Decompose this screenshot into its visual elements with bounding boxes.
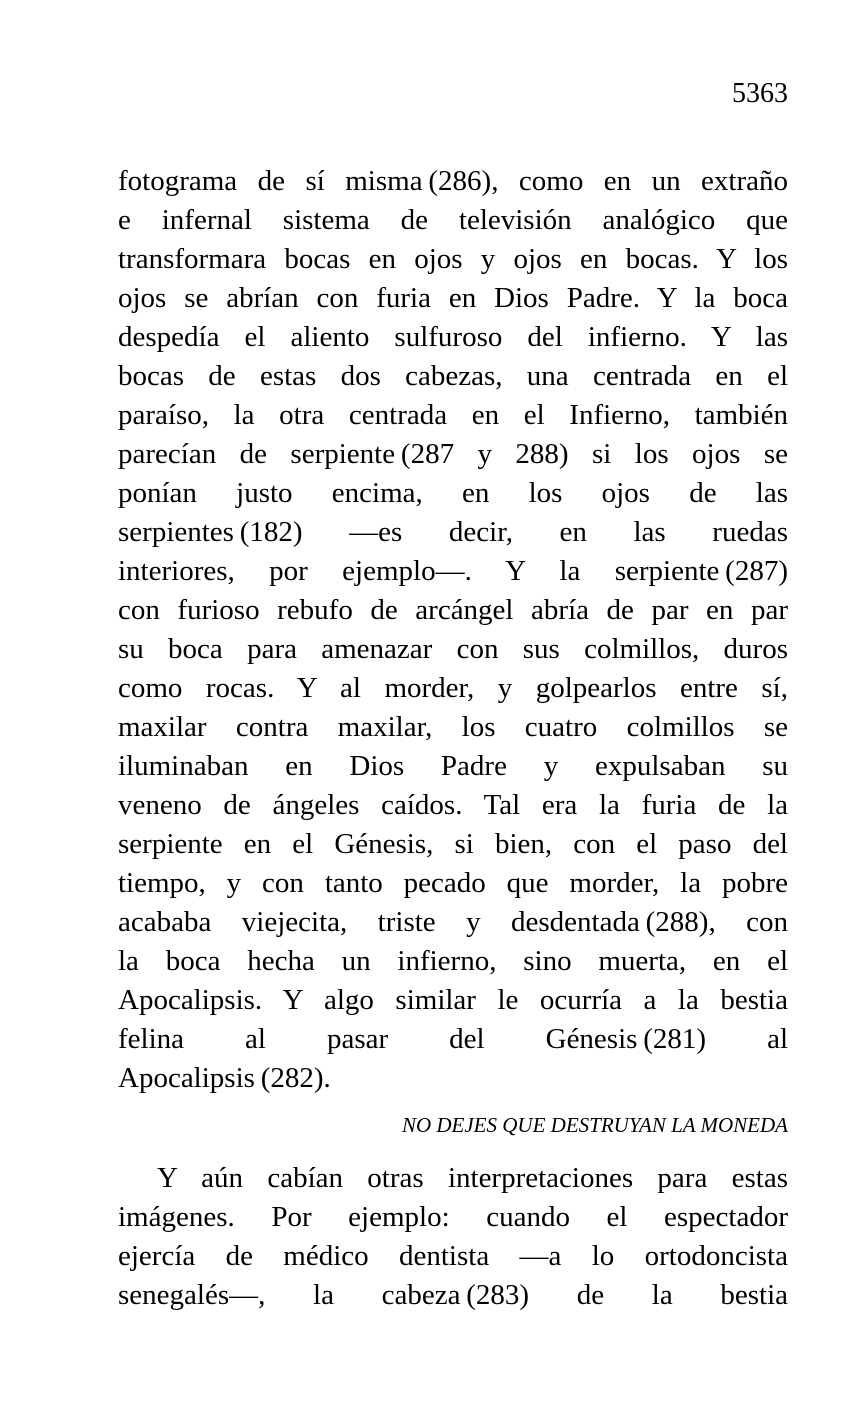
text-line: bocas de estas dos cabezas, una centrada en el: [118, 360, 788, 392]
text-line: serpientes (182) —es decir, en las ruedas: [118, 516, 788, 548]
text-line: como rocas. Y al morder, y golpearlos entre sí,: [118, 672, 788, 704]
body-paragraph-2: [118, 1159, 788, 1315]
text-line: paraíso, la otra centrada en el Infierno, también: [118, 399, 788, 431]
text-line: transformara bocas en ojos y ojos en bocas. Y los: [118, 243, 788, 275]
text-line: ponían justo encima, en los ojos de las: [118, 477, 788, 509]
text-line: su boca para amenazar con sus colmillos, duros: [118, 633, 788, 665]
text-line: despedía el aliento sulfuroso del infierno. Y las: [118, 321, 788, 353]
text-line: acababa viejecita, triste y desdentada (288), con: [118, 906, 788, 938]
text-line: interiores, por ejemplo—. Y la serpiente (287): [118, 555, 788, 587]
text-line: maxilar contra maxilar, los cuatro colmillos se: [118, 711, 788, 743]
text-line: serpiente en el Génesis, si bien, con el paso del: [118, 828, 788, 860]
text-line: ojos se abrían con furia en Dios Padre. Y la boca: [118, 282, 788, 314]
text-line: Apocalipsis (282).: [118, 1062, 331, 1094]
text-line: felina al pasar del Génesis (281) al: [118, 1023, 788, 1055]
text-line: Apocalipsis. Y algo similar le ocurría a la bestia: [118, 984, 788, 1016]
section-heading: NO DEJES QUE DESTRUYAN LA MONEDA: [401, 1113, 788, 1137]
text-line: con furioso rebufo de arcángel abría de par en par: [118, 594, 788, 626]
text-line: ejercía de médico dentista —a lo ortodoncista: [118, 1240, 788, 1272]
text-line: Y aún cabían otras interpretaciones para estas: [157, 1162, 788, 1194]
text-line: e infernal sistema de televisión analógico que: [118, 204, 788, 236]
text-line: iluminaban en Dios Padre y expulsaban su: [118, 750, 788, 782]
text-line: tiempo, y con tanto pecado que morder, la pobre: [118, 867, 788, 899]
text-line: imágenes. Por ejemplo: cuando el espectador: [118, 1201, 788, 1233]
body-paragraph-1: [118, 162, 788, 1098]
page-number: 5363: [732, 78, 788, 109]
text-line: senegalés—, la cabeza (283) de la bestia: [118, 1279, 788, 1311]
text-line: parecían de serpiente (287 y 288) si los ojos se: [118, 438, 788, 470]
text-line: la boca hecha un infierno, sino muerta, en el: [118, 945, 788, 977]
text-line: veneno de ángeles caídos. Tal era la furia de la: [118, 789, 788, 821]
text-line: fotograma de sí misma (286), como en un extraño: [118, 165, 788, 197]
